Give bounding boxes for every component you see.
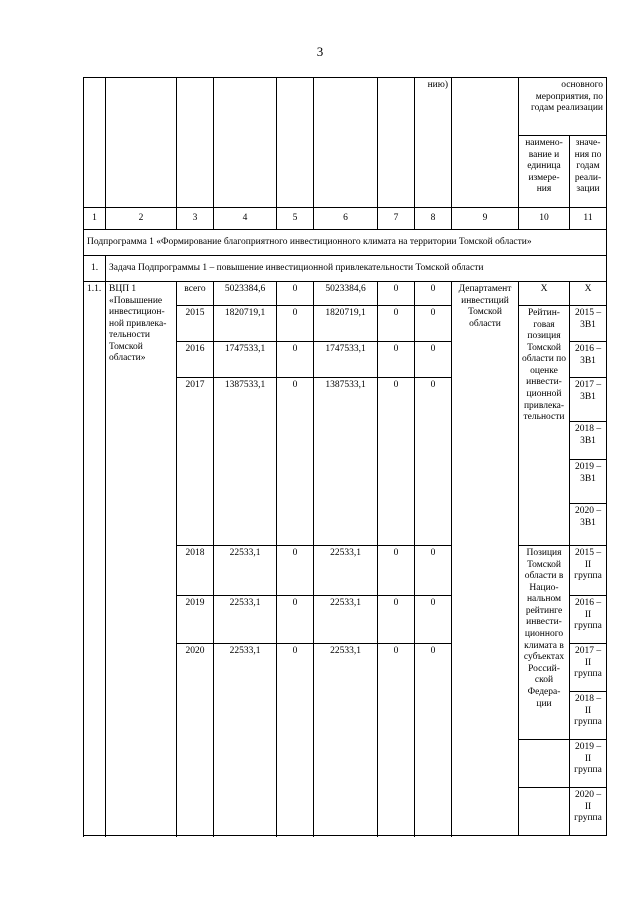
row-local: 0 — [378, 306, 415, 342]
row-total: 22533,1 — [214, 596, 277, 644]
row-year: 2015 — [177, 306, 214, 342]
row-local: 0 — [378, 378, 415, 546]
header-col11: значе-ния по годам реали-зации — [570, 136, 607, 208]
program-table — [83, 77, 607, 836]
col-number: 5 — [277, 208, 314, 230]
indicator-x: Х — [519, 282, 570, 306]
row-total: 5023384,6 — [214, 282, 277, 306]
row-regional: 5023384,6 — [314, 282, 378, 306]
column-numbers-row — [84, 208, 607, 230]
row-year: 2020 — [177, 644, 214, 836]
col-number: 10 — [519, 208, 570, 230]
row-regional: 1820719,1 — [314, 306, 378, 342]
indicator1-value: 2020 – 3В1 — [570, 504, 607, 546]
indicator1-value: 2018 – 3В1 — [570, 422, 607, 460]
row-total: 1387533,1 — [214, 378, 277, 546]
row-year: всего — [177, 282, 214, 306]
row-federal: 0 — [277, 282, 314, 306]
row-local: 0 — [378, 546, 415, 596]
header-cell — [314, 78, 378, 208]
indicator2-value: 2020 – II группа — [570, 788, 607, 836]
row-local: 0 — [378, 342, 415, 378]
header-row — [84, 78, 607, 136]
row-year: 2016 — [177, 342, 214, 378]
header-cell — [277, 78, 314, 208]
item-executor: Департамент инвестиций Томской области — [452, 282, 519, 836]
row-federal: 0 — [277, 546, 314, 596]
page-number: 3 — [316, 44, 324, 59]
header-col10: наимено-вание и единица измере-ния — [519, 136, 570, 208]
row-regional: 22533,1 — [314, 546, 378, 596]
row-extrabudget: 0 — [415, 644, 452, 836]
row-federal: 0 — [277, 342, 314, 378]
col-number: 6 — [314, 208, 378, 230]
task-text: Задача Подпрограммы 1 – повышение инвестиционной привлекательности Томской области — [106, 256, 607, 282]
row-federal: 0 — [277, 306, 314, 342]
header-cell — [177, 78, 214, 208]
indicator1-name: Рейтин-говая позиция Томской области по оценке инвести-ционной привлека-тельности — [519, 306, 570, 546]
row-extrabudget: 0 — [415, 282, 452, 306]
indicator1-value: 2017 – 3В1 — [570, 378, 607, 422]
indicator2-name-spacer — [519, 740, 570, 788]
subprogram-row — [84, 230, 607, 256]
row-year: 2017 — [177, 378, 214, 546]
row-local: 0 — [378, 596, 415, 644]
header-cell — [452, 78, 519, 208]
row-total: 22533,1 — [214, 546, 277, 596]
task-row — [84, 256, 607, 282]
header-cell — [84, 78, 106, 208]
item-name: ВЦП 1 «Повышение инвестицион-ной привлека-тельности Томской области» — [106, 282, 177, 836]
col-number: 11 — [570, 208, 607, 230]
col-number: 3 — [177, 208, 214, 230]
indicator2-name-spacer — [519, 788, 570, 836]
row-year: 2018 — [177, 546, 214, 596]
header-cell — [378, 78, 415, 208]
row-local: 0 — [378, 282, 415, 306]
indicator1-value: 2015 – 3В1 — [570, 306, 607, 342]
col-number: 1 — [84, 208, 106, 230]
header-cell — [214, 78, 277, 208]
row-regional: 22533,1 — [314, 644, 378, 836]
col-number: 7 — [378, 208, 415, 230]
row-federal: 0 — [277, 378, 314, 546]
row-federal: 0 — [277, 644, 314, 836]
row-regional: 1747533,1 — [314, 342, 378, 378]
row-total: 22533,1 — [214, 644, 277, 836]
indicator1-value: 2016 – 3В1 — [570, 342, 607, 378]
col-number: 9 — [452, 208, 519, 230]
indicator2-name: Позиция Томской области в Нацио-нальном рейтинге инвести-ционного климата в субъектах Россий-ской Федера-ции — [519, 546, 570, 740]
col-number: 4 — [214, 208, 277, 230]
header-cell — [106, 78, 177, 208]
col-number: 2 — [106, 208, 177, 230]
indicator-x: Х — [570, 282, 607, 306]
item-number: 1.1. — [84, 282, 106, 836]
row-total: 1820719,1 — [214, 306, 277, 342]
row-extrabudget: 0 — [415, 306, 452, 342]
indicator1-value: 2019 – 3В1 — [570, 460, 607, 504]
subprogram-title: Подпрограмма 1 «Формирование благоприятного инвестиционного климата на территории Томской области» — [84, 230, 607, 256]
row-regional: 1387533,1 — [314, 378, 378, 546]
col-number: 8 — [415, 208, 452, 230]
row-year: 2019 — [177, 596, 214, 644]
task-number: 1. — [84, 256, 106, 282]
row-extrabudget: 0 — [415, 546, 452, 596]
row-extrabudget: 0 — [415, 342, 452, 378]
row-extrabudget: 0 — [415, 378, 452, 546]
row-total: 1747533,1 — [214, 342, 277, 378]
item-row-total — [84, 282, 607, 306]
row-extrabudget: 0 — [415, 596, 452, 644]
row-federal: 0 — [277, 596, 314, 644]
row-local: 0 — [378, 644, 415, 836]
indicator2-value: 2016 – II группа — [570, 596, 607, 644]
indicator2-value: 2019 – II группа — [570, 740, 607, 788]
indicator2-value: 2017 – II группа — [570, 644, 607, 692]
indicator2-value: 2015 – II группа — [570, 546, 607, 596]
header-col8-tail: нию) — [415, 78, 452, 208]
header-col10-11-top: основного мероприятия, по годам реализации — [519, 78, 607, 136]
indicator2-value: 2018 – II группа — [570, 692, 607, 740]
row-regional: 22533,1 — [314, 596, 378, 644]
